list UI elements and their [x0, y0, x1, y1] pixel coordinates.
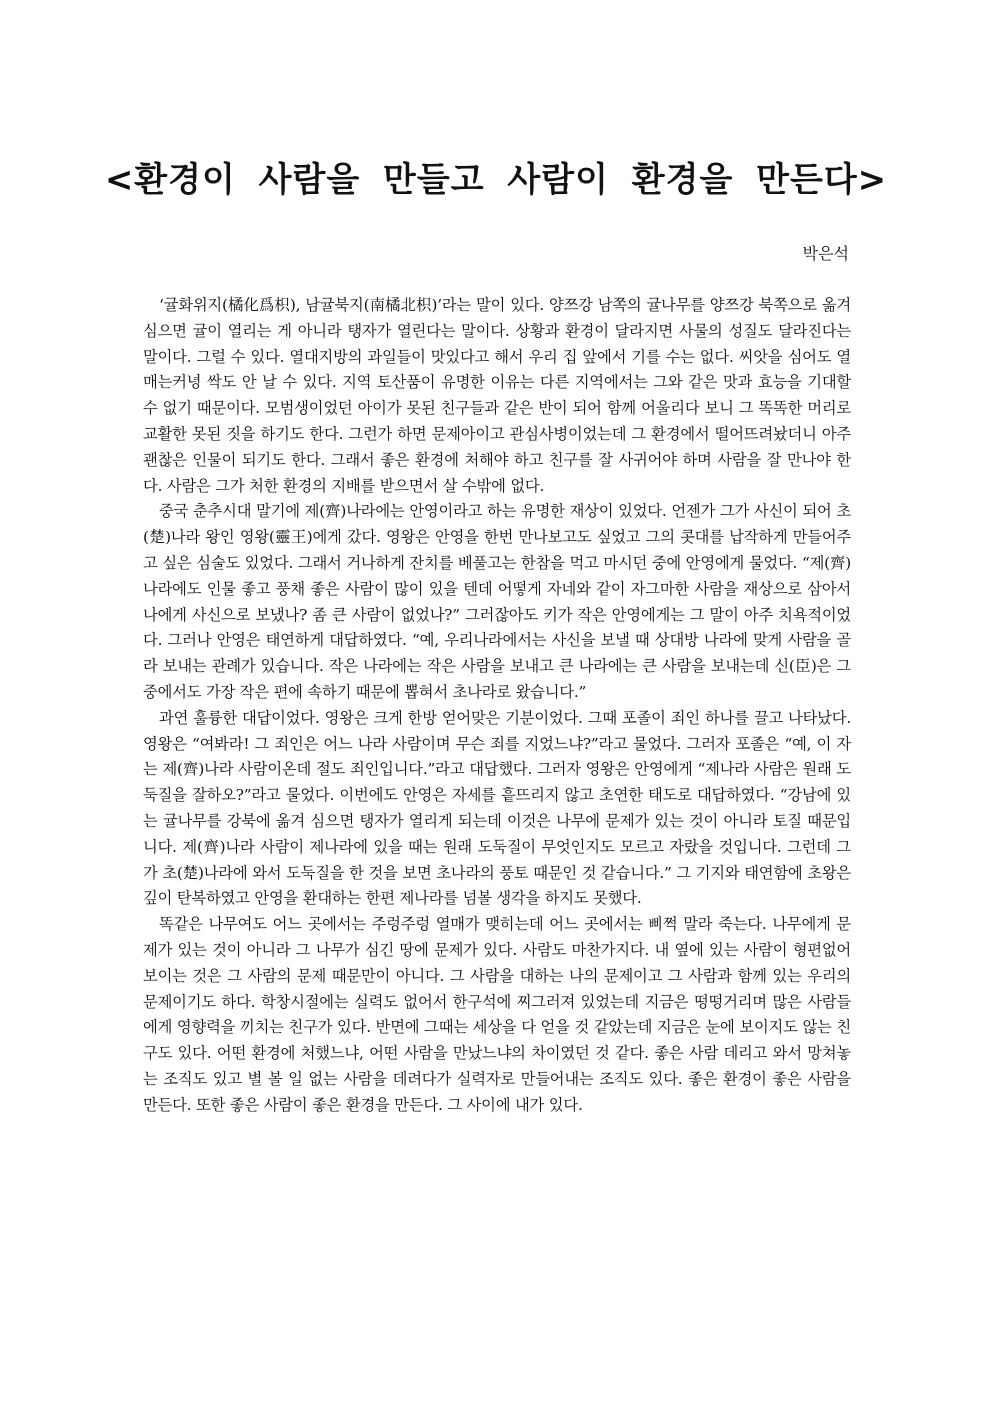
- paragraph-2: 중국 춘추시대 말기에 제(齊)나라에는 안영이라고 하는 유명한 재상이 있었다. 언젠가 그가 사신이 되어 초(楚)나라 왕인 영왕(靈王)에게 갔다. 영왕은 안영을 한번 만나보고도 싶었고 그의 콧대를 납작하게 만들어주고 싶은 심술도 있었다. 그래서 거나하게 잔치를 베풀고는 한참을 먹고 마시던 중에 안영에게 물었다. “제(齊)나라에도 인물 좋고 풍채 좋은 사람이 많이 있을 텐데 어떻게 자네와 같이 자그마한 사람을 재상으로 삼아서 나에게 사신으로 보냈나? 좀 큰 사람이 없었나?” 그러잖아도 키가 작은 안영에게는 그 말이 아주 치욕적이었다. 그러나 안영은 태연하게 대답하였다. “예, 우리나라에서는 사신을 보낼 때 상대방 나라에 맞게 사람을 골라 보내는 관례가 있습니다. 작은 나라에는 작은 사람을 보내고 큰 나라에는 큰 사람을 보내는데 신(臣)은 그중에서도 가장 작은 편에 속하기 때문에 뽑혀서 초나라로 왔습니다.”: [143, 502, 851, 701]
- paragraph-3: 과연 훌륭한 대답이었다. 영왕은 크게 한방 얻어맞은 기분이었다. 그때 포졸이 죄인 하나를 끌고 나타났다. 영왕은 “여봐라! 그 죄인은 어느 나라 사람이며 무슨 죄를 지었느냐?”라고 물었다. 그러자 포졸은 “예, 이 자는 제(齊)나라 사람이온데 절도 죄인입니다.”라고 대답했다. 그러자 영왕은 안영에게 “제나라 사람은 원래 도둑질을 잘하오?”라고 물었다. 이번에도 안영은 자세를 흩뜨리지 않고 초연한 태도로 대답하였다. “강남에 있는 귤나무를 강북에 옮겨 심으면 탱자가 열리게 되는데 이것은 나무에 문제가 있는 것이 아니라 토질 때문입니다. 제(齊)나라 사람이 제나라에 있을 때는 원래 도둑질이 무엇인지도 모르고 자랐을 것입니다. 그런데 그가 초(楚)나라에 와서 도둑질을 한 것을 보면 초나라의 풍토 때문인 것 같습니다.” 그 기지와 태연함에 초왕은 깊이 탄복하였고 안영을 환대하는 한편 제나라를 넘볼 생각을 하지도 못했다.: [143, 708, 851, 908]
- document-title: <환경이 사람을 만들고 사람이 환경을 만든다>: [104, 160, 888, 200]
- paragraph-1: ‘귤화위지(橘化爲枳), 남귤북지(南橘北枳)’라는 말이 있다. 양쯔강 남쪽의 귤나무를 양쯔강 북쪽으로 옮겨 심으면 귤이 열리는 게 아니라 탱자가 열린다는 말이다. 상황과 환경이 달라지면 사물의 성질도 달라진다는 말이다. 그럴 수 있다. 열대지방의 과일들이 맛있다고 해서 우리 집 앞에서 기를 수는 없다. 씨앗을 심어도 열매는커녕 싹도 안 날 수 있다. 지역 토산품이 유명한 이유는 다른 지역에서는 그와 같은 맛과 효능을 기대할 수 없기 때문이다. 모범생이었던 아이가 못된 친구들과 같은 반이 되어 함께 어울리다 보니 그 똑똑한 머리로 교활한 못된 짓을 하기도 한다. 그런가 하면 문제아이고 관심사병이었는데 그 환경에서 떨어뜨려놨더니 아주 괜찮은 인물이 되기도 한다. 그래서 좋은 환경에 처해야 하고 친구를 잘 사귀어야 하며 사람을 잘 만나야 한다. 사람은 그가 처한 환경의 지배를 받으면서 살 수밖에 없다.: [143, 296, 851, 495]
- paragraph-4: 똑같은 나무여도 어느 곳에서는 주렁주렁 열매가 맺히는데 어느 곳에서는 삐쩍 말라 죽는다. 나무에게 문제가 있는 것이 아니라 그 나무가 심긴 땅에 문제가 있다. 사람도 마찬가지다. 내 옆에 있는 사람이 형편없어 보이는 것은 그 사람의 문제 때문만이 아니다. 그 사람을 대하는 나의 문제이고 그 사람과 함께 있는 우리의 문제이기도 하다. 학창시절에는 실력도 없어서 한구석에 찌그러져 있었는데 지금은 떵떵거리며 많은 사람들에게 영향력을 끼치는 친구가 있다. 반면에 그때는 세상을 다 얻을 것 같았는데 지금은 눈에 보이지도 않는 친구도 있다. 어떤 환경에 처했느냐, 어떤 사람을 만났느냐의 차이였던 것 같다. 좋은 사람 데리고 와서 망쳐놓는 조직도 있고 별 볼 일 없는 사람을 데려다가 실력자로 만들어내는 조직도 있다. 좋은 환경이 좋은 사람을 만든다. 또한 좋은 사람이 좋은 환경을 만든다. 그 사이에 내가 있다.: [143, 915, 851, 1114]
- document-body: [143, 293, 851, 1119]
- author-name: 박은석: [802, 244, 849, 263]
